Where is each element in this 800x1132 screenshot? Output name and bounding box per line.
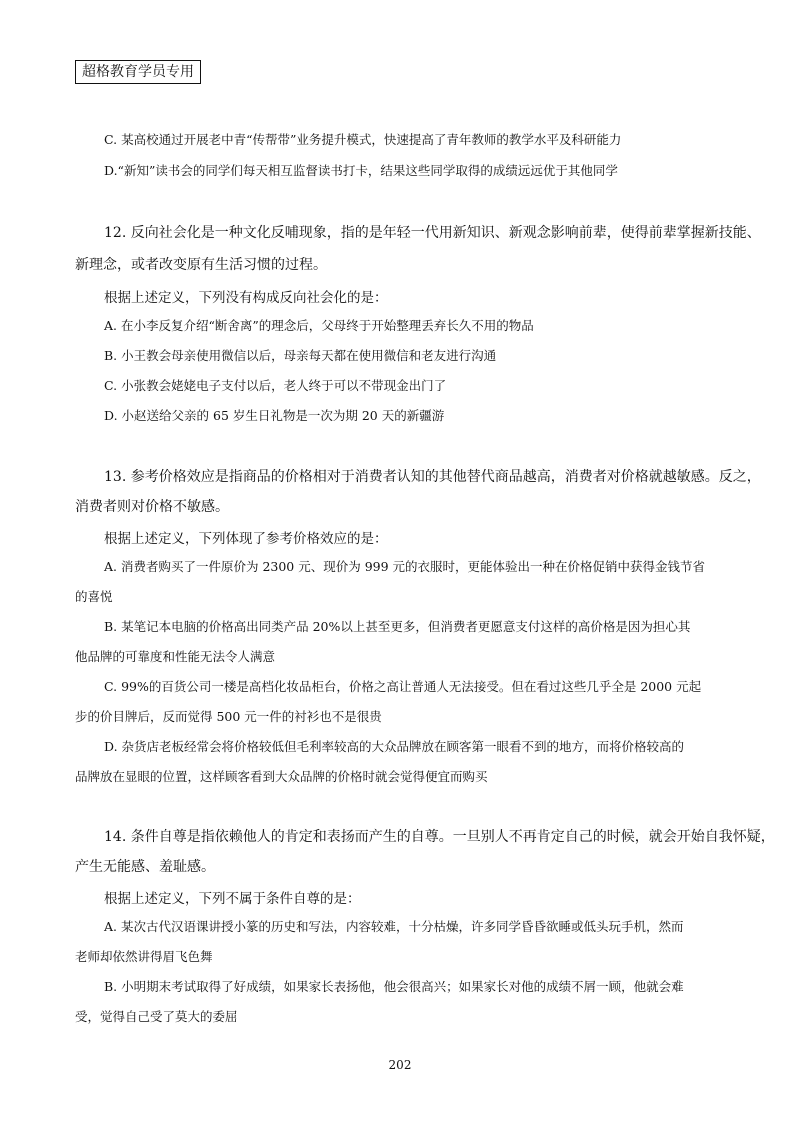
q13-ask: 根据上述定义，下列体现了参考价格效应的是： (104, 531, 388, 547)
q14-option-b-line-2: 受，觉得自己受了莫大的委屈 (75, 1009, 238, 1024)
q13-option-d-line-2: 品牌放在显眼的位置，这样顾客看到大众品牌的价格时就会觉得便宜而购买 (75, 769, 488, 784)
q14-stem-line-1: 14. 条件自尊是指依赖他人的肯定和表扬而产生的自尊。一旦别人不再肯定自己的时候，就会开始自我怀疑， (104, 829, 775, 845)
q14-stem-line-2: 产生无能感、羞耻感。 (75, 859, 215, 875)
q13-option-b-line-2: 他品牌的可靠度和性能无法令人满意 (75, 649, 276, 664)
q14-option-a-line-1: A. 某次古代汉语课讲授小篆的历史和写法，内容较难，十分枯燥，许多同学昏昏欲睡或低头玩手机，然而 (104, 919, 684, 934)
q12-option-b: B. 小王教会母亲使用微信以后，母亲每天都在使用微信和老友进行沟通 (104, 348, 497, 363)
q12-stem-line-1: 12. 反向社会化是一种文化反哺现象，指的是年轻一代用新知识、新观念影响前辈，使得前辈掌握新技能、 (104, 225, 761, 241)
q14-option-a-line-2: 老师却依然讲得眉飞色舞 (75, 949, 213, 964)
header-label: 超格教育学员专用 (75, 60, 201, 84)
q12-option-c: C. 小张教会姥姥电子支付以后，老人终于可以不带现金出门了 (104, 378, 447, 393)
q12-option-d: D. 小赵送给父亲的 65 岁生日礼物是一次为期 20 天的新疆游 (104, 408, 445, 423)
q14-option-b-line-1: B. 小明期末考试取得了好成绩，如果家长表扬他，他会很高兴；如果家长对他的成绩不屑一顾，他就会难 (104, 979, 684, 994)
q13-option-c-line-2: 步的价目牌后，反而觉得 500 元一件的衬衫也不是很贵 (75, 709, 382, 724)
q13-option-b-line-1: B. 某笔记本电脑的价格高出同类产品 20%以上甚至更多，但消费者更愿意支付这样的高价格是因为担心其 (104, 619, 691, 634)
q14-ask: 根据上述定义，下列不属于条件自尊的是： (104, 891, 361, 907)
q12-stem-line-2: 新理念，或者改变原有生活习惯的过程。 (75, 257, 327, 273)
q13-stem-line-2: 消费者则对价格不敏感。 (75, 499, 229, 515)
continued-option-c: C. 某高校通过开展老中青“传帮带”业务提升模式，快速提高了青年教师的教学水平及科研能力 (104, 132, 622, 147)
q12-ask: 根据上述定义，下列没有构成反向社会化的是： (104, 290, 388, 306)
continued-option-d: D.“新知”读书会的同学们每天相互监督读书打卡，结果这些同学取得的成绩远远优于其他同学 (104, 163, 618, 178)
q13-option-c-line-1: C. 99%的百货公司一楼是高档化妆品柜台，价格之高让普通人无法接受。但在看过这些几乎全是 2000 元起 (104, 679, 702, 694)
page-number: 202 (388, 1058, 412, 1072)
q13-option-a-line-1: A. 消费者购买了一件原价为 2300 元、现价为 999 元的衣服时，更能体验出一种在价格促销中获得金钱节省 (104, 559, 706, 574)
q13-option-a-line-2: 的喜悦 (75, 589, 113, 604)
q12-option-a: A. 在小李反复介绍“断舍离”的理念后，父母终于开始整理丢弃长久不用的物品 (104, 318, 534, 333)
q13-stem-line-1: 13. 参考价格效应是指商品的价格相对于消费者认知的其他替代商品越高，消费者对价格就越敏感。反之， (104, 469, 761, 485)
q13-option-d-line-1: D. 杂货店老板经常会将价格较低但毛利率较高的大众品牌放在顾客第一眼看不到的地方，而将价格较高的 (104, 739, 685, 754)
